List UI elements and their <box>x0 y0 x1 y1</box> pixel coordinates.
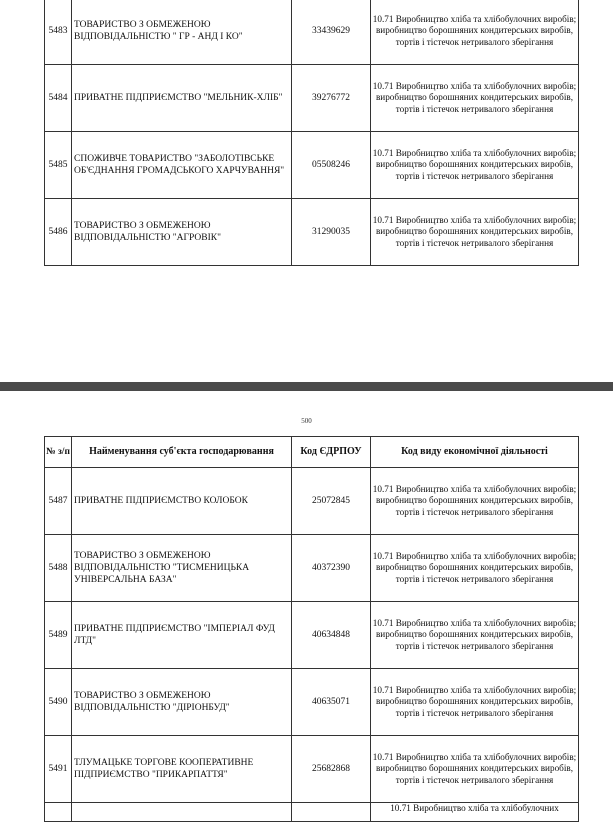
enterprise-name: СПОЖИВЧЕ ТОВАРИСТВО "ЗАБОЛОТІВСЬКЕ ОБ'ЄДНАННЯ ГРОМАДСЬКОГО ХАРЧУВАННЯ" <box>72 132 292 199</box>
enterprise-name: ПРИВАТНЕ ПІДПРИЄМСТВО "МЕЛЬНИК-ХЛІБ" <box>72 65 292 132</box>
row-number: 5484 <box>45 65 72 132</box>
header-enterprise-name: Найменування суб'єкта господарювання <box>72 437 292 468</box>
header-number: № з/п <box>45 437 72 468</box>
document-page-2 <box>0 391 613 829</box>
enterprise-name: ТОВАРИСТВО З ОБМЕЖЕНОЮ ВІДПОВІДАЛЬНІСТЮ " ГР - АНД І КО" <box>72 0 292 65</box>
enterprise-name <box>72 803 292 822</box>
activity-code: 10.71 Виробництво хліба та хлібобулочних виробів; виробництво борошняних кондитерських виробів, тортів і тістечок нетривалого зберігання <box>371 132 579 199</box>
page-separator <box>0 382 613 391</box>
table-row-partial <box>45 803 579 822</box>
row-number: 5491 <box>45 736 72 803</box>
activity-code: 10.71 Виробництво хліба та хлібобулочних виробів; виробництво борошняних кондитерських виробів, тортів і тістечок нетривалого зберігання <box>371 468 579 535</box>
row-number: 5490 <box>45 669 72 736</box>
table-row <box>45 602 579 669</box>
table-row <box>45 199 579 266</box>
table-row <box>45 736 579 803</box>
edrpou-code: 40635071 <box>292 669 371 736</box>
row-number: 5487 <box>45 468 72 535</box>
enterprise-name: ПРИВАТНЕ ПІДПРИЄМСТВО КОЛОБОК <box>72 468 292 535</box>
row-number: 5483 <box>45 0 72 65</box>
enterprise-name: ТОВАРИСТВО З ОБМЕЖЕНОЮ ВІДПОВІДАЛЬНІСТЮ "ТИСМЕНИЦЬКА УНІВЕРСАЛЬНА БАЗА" <box>72 535 292 602</box>
activity-code: 10.71 Виробництво хліба та хлібобулочних виробів; виробництво борошняних кондитерських виробів, тортів і тістечок нетривалого зберігання <box>371 0 579 65</box>
page-number: 500 <box>301 417 312 425</box>
header-activity-code: Код виду економічної діяльності <box>371 437 579 468</box>
table-row <box>45 669 579 736</box>
edrpou-code: 40634848 <box>292 602 371 669</box>
edrpou-code <box>292 803 371 822</box>
activity-code: 10.71 Виробництво хліба та хлібобулочних виробів; виробництво борошняних кондитерських виробів, тортів і тістечок нетривалого зберігання <box>371 65 579 132</box>
enterprise-name: ПРИВАТНЕ ПІДПРИЄМСТВО "ІМПЕРІАЛ ФУД ЛТД" <box>72 602 292 669</box>
header-edrpou-code: Код ЄДРПОУ <box>292 437 371 468</box>
enterprise-table-page-2 <box>44 436 579 822</box>
activity-code: 10.71 Виробництво хліба та хлібобулочних виробів; виробництво борошняних кондитерських виробів, тортів і тістечок нетривалого зберігання <box>371 736 579 803</box>
activity-code: 10.71 Виробництво хліба та хлібобулочних виробів; виробництво борошняних кондитерських виробів, тортів і тістечок нетривалого зберігання <box>371 535 579 602</box>
edrpou-code: 40372390 <box>292 535 371 602</box>
document-page-1 <box>0 0 613 382</box>
edrpou-code: 25072845 <box>292 468 371 535</box>
enterprise-table-page-1 <box>44 0 579 266</box>
table-row <box>45 65 579 132</box>
enterprise-name: ТОВАРИСТВО З ОБМЕЖЕНОЮ ВІДПОВІДАЛЬНІСТЮ "АГРОВІК" <box>72 199 292 266</box>
edrpou-code: 33439629 <box>292 0 371 65</box>
table-row <box>45 468 579 535</box>
row-number: 5486 <box>45 199 72 266</box>
row-number: 5489 <box>45 602 72 669</box>
table-row <box>45 535 579 602</box>
enterprise-name: ТЛУМАЦЬКЕ ТОРГОВЕ КООПЕРАТИВНЕ ПІДПРИЄМСТВО "ПРИКАРПАТТЯ" <box>72 736 292 803</box>
row-number <box>45 803 72 822</box>
activity-code: 10.71 Виробництво хліба та хлібобулочних виробів; виробництво борошняних кондитерських виробів, тортів і тістечок нетривалого зберігання <box>371 199 579 266</box>
edrpou-code: 25682868 <box>292 736 371 803</box>
table-header-row <box>45 437 579 468</box>
edrpou-code: 31290035 <box>292 199 371 266</box>
activity-code: 10.71 Виробництво хліба та хлібобулочних <box>371 803 579 822</box>
table-row <box>45 132 579 199</box>
table-row <box>45 0 579 65</box>
edrpou-code: 05508246 <box>292 132 371 199</box>
enterprise-name: ТОВАРИСТВО З ОБМЕЖЕНОЮ ВІДПОВІДАЛЬНІСТЮ "ДІРІОНБУД" <box>72 669 292 736</box>
row-number: 5488 <box>45 535 72 602</box>
row-number: 5485 <box>45 132 72 199</box>
activity-code: 10.71 Виробництво хліба та хлібобулочних виробів; виробництво борошняних кондитерських виробів, тортів і тістечок нетривалого зберігання <box>371 602 579 669</box>
activity-code: 10.71 Виробництво хліба та хлібобулочних виробів; виробництво борошняних кондитерських виробів, тортів і тістечок нетривалого зберігання <box>371 669 579 736</box>
edrpou-code: 39276772 <box>292 65 371 132</box>
